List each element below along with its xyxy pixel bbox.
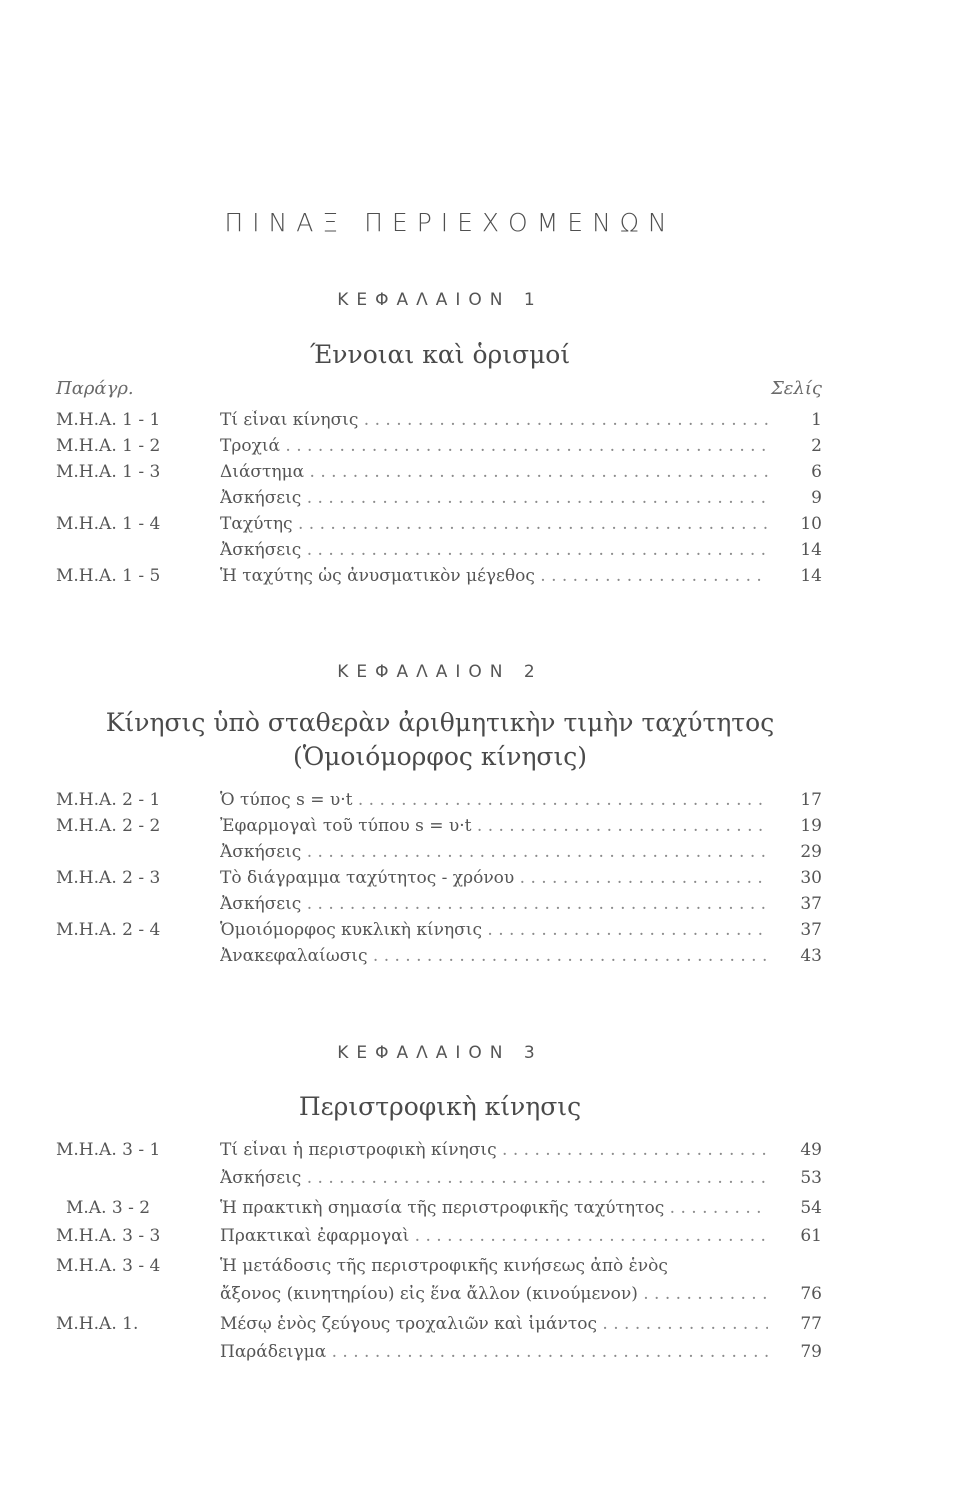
- toc-entry[interactable]: [0, 1342, 976, 1368]
- entry-title: Ἀνακεφαλαίωσις . . .: [220, 946, 768, 966]
- entry-paragraph: Μ.Η.Α. 1 - 3: [56, 462, 161, 482]
- entry-page: 19: [800, 816, 822, 836]
- entry-page: 17: [800, 790, 822, 810]
- toc-entry[interactable]: [0, 842, 976, 868]
- toc-entry[interactable]: [0, 566, 976, 592]
- entry-paragraph: Μ.Η.Α. 2 - 2: [56, 816, 161, 836]
- entry-paragraph: Μ.Η.Α. 3 - 3: [56, 1226, 161, 1246]
- entry-title: Ἀσκήσεις . . .: [220, 894, 768, 914]
- entry-page: 14: [800, 540, 822, 560]
- entry-title: Ἡ πρακτικὴ σημασία τῆς περιστροφικῆς ταχύτητος . . .: [220, 1198, 768, 1218]
- entry-title: Ἡ ταχύτης ὡς ἀνυσματικὸν μέγεθος . . .: [220, 566, 768, 586]
- toc-entry[interactable]: [0, 540, 976, 566]
- entry-paragraph: Μ.Η.Α. 2 - 3: [56, 868, 161, 888]
- entry-paragraph: Μ.Η.Α. 1 - 5: [56, 566, 161, 586]
- entry-page: 54: [800, 1198, 822, 1218]
- toc-entry[interactable]: [0, 410, 976, 436]
- entry-paragraph: Μ.Η.Α. 3 - 4: [56, 1256, 161, 1276]
- entry-title: Παράδειγμα . . .: [220, 1342, 768, 1362]
- toc-entry[interactable]: [0, 488, 976, 514]
- entry-title: Τροχιά . . .: [220, 436, 768, 456]
- entry-title: Μέσῳ ἑνὸς ζεύγους τροχαλιῶν καὶ ἱμάντος . . .: [220, 1314, 768, 1334]
- entry-page: 6: [811, 462, 822, 482]
- toc-entry[interactable]: [0, 790, 976, 816]
- toc-entry[interactable]: [0, 1140, 976, 1166]
- entry-page: 61: [800, 1226, 822, 1246]
- entry-title: Ἀσκήσεις . . .: [220, 488, 768, 508]
- entry-title: Διάστημα . . .: [220, 462, 768, 482]
- toc-entry[interactable]: [0, 514, 976, 540]
- entry-page: 29: [800, 842, 822, 862]
- entry-title: Ὁ τύπος s = υ·t . . .: [220, 790, 768, 810]
- toc-entry[interactable]: [0, 920, 976, 946]
- entry-paragraph: Μ.Η.Α. 1 - 2: [56, 436, 161, 456]
- toc-entry[interactable]: [0, 462, 976, 488]
- entry-paragraph: Μ.Η.Α. 3 - 1: [56, 1140, 161, 1160]
- entry-paragraph: Μ.Η.Α. 2 - 4: [56, 920, 161, 940]
- entry-title: Ἀσκήσεις . . .: [220, 540, 768, 560]
- entry-page: 10: [800, 514, 822, 534]
- entry-page: 1: [811, 410, 822, 430]
- entry-paragraph: Μ.Α. 3 - 2: [66, 1198, 151, 1218]
- entry-page: 9: [811, 488, 822, 508]
- entry-page: 79: [800, 1342, 822, 1362]
- chapter-1-title: Έννοιαι καὶ ὁρισμοί: [309, 340, 571, 369]
- toc-entry[interactable]: [0, 1256, 976, 1282]
- chapter-2-subtitle: (Ὁμοιόμορφος κίνησις): [292, 742, 588, 771]
- entry-page: 77: [800, 1314, 822, 1334]
- entry-paragraph: Μ.Η.Α. 1 - 1: [56, 410, 161, 430]
- page-title: ΠΙΝΑΞ ΠΕΡΙΕΧΟΜΕΝΩΝ: [224, 208, 676, 237]
- entry-title: Τὸ διάγραμμα ταχύτητος - χρόνου . . .: [220, 868, 768, 888]
- toc-entry[interactable]: [0, 1284, 976, 1310]
- chapter-2-label: ΚΕΦΑΛΑΙΟΝ 2: [337, 662, 543, 682]
- entry-title: Ἀσκήσεις . . .: [220, 1168, 768, 1188]
- entry-page: 43: [800, 946, 822, 966]
- entry-page: 30: [800, 868, 822, 888]
- toc-entry[interactable]: [0, 1314, 976, 1340]
- entry-title: Πρακτικαὶ ἐφαρμογαὶ . . .: [220, 1226, 768, 1246]
- entry-paragraph: Μ.Η.Α. 2 - 1: [56, 790, 161, 810]
- entry-paragraph: Μ.Η.Α. 1 - 4: [56, 514, 161, 534]
- toc-entry[interactable]: [0, 1168, 976, 1194]
- entry-page: 2: [811, 436, 822, 456]
- entry-page: 14: [800, 566, 822, 586]
- chapter-2-title: Κίνησις ὑπὸ σταθερὰν ἀριθμητικὴν τιμὴν ταχύτητος: [105, 708, 775, 737]
- entry-paragraph: Μ.Η.Α. 1.: [56, 1314, 139, 1334]
- chapter-3-label: ΚΕΦΑΛΑΙΟΝ 3: [337, 1043, 543, 1063]
- entry-title: ἄξονος (κινητηρίου) εἰς ἕνα ἄλλον (κινούμενον) . . .: [220, 1284, 768, 1304]
- toc-entry[interactable]: [0, 1198, 976, 1224]
- toc-entry[interactable]: [0, 1226, 976, 1252]
- entry-page: 76: [800, 1284, 822, 1304]
- entry-title: Ἡ μετάδοσις τῆς περιστροφικῆς κινήσεως ἀπὸ ἑνὸς: [220, 1256, 668, 1276]
- entry-title: Ὁμοιόμορφος κυκλικὴ κίνησις . . .: [220, 920, 768, 940]
- toc-entry[interactable]: [0, 436, 976, 462]
- page-column-header: Σελίς: [771, 378, 822, 399]
- chapter-3-title: Περιστροφικὴ κίνησις: [298, 1092, 582, 1121]
- entry-title: Ταχύτης . . .: [220, 514, 768, 534]
- entry-page: 37: [800, 920, 822, 940]
- paragraph-column-header: Παράγρ.: [56, 378, 134, 399]
- toc-entry[interactable]: [0, 868, 976, 894]
- entry-page: 37: [800, 894, 822, 914]
- entry-page: 49: [800, 1140, 822, 1160]
- toc-entry[interactable]: [0, 816, 976, 842]
- chapter-1-label: ΚΕΦΑΛΑΙΟΝ 1: [337, 290, 543, 310]
- toc-entry[interactable]: [0, 894, 976, 920]
- entry-title: Ἐφαρμογαὶ τοῦ τύπου s = υ·t . . .: [220, 816, 768, 836]
- entry-title: Τί εἶναι ἡ περιστροφικὴ κίνησις . . .: [220, 1140, 768, 1160]
- entry-title: Ἀσκήσεις . . .: [220, 842, 768, 862]
- entry-title: Τί εἶναι κίνησις . . .: [220, 410, 768, 430]
- toc-entry[interactable]: [0, 946, 976, 972]
- entry-page: 53: [800, 1168, 822, 1188]
